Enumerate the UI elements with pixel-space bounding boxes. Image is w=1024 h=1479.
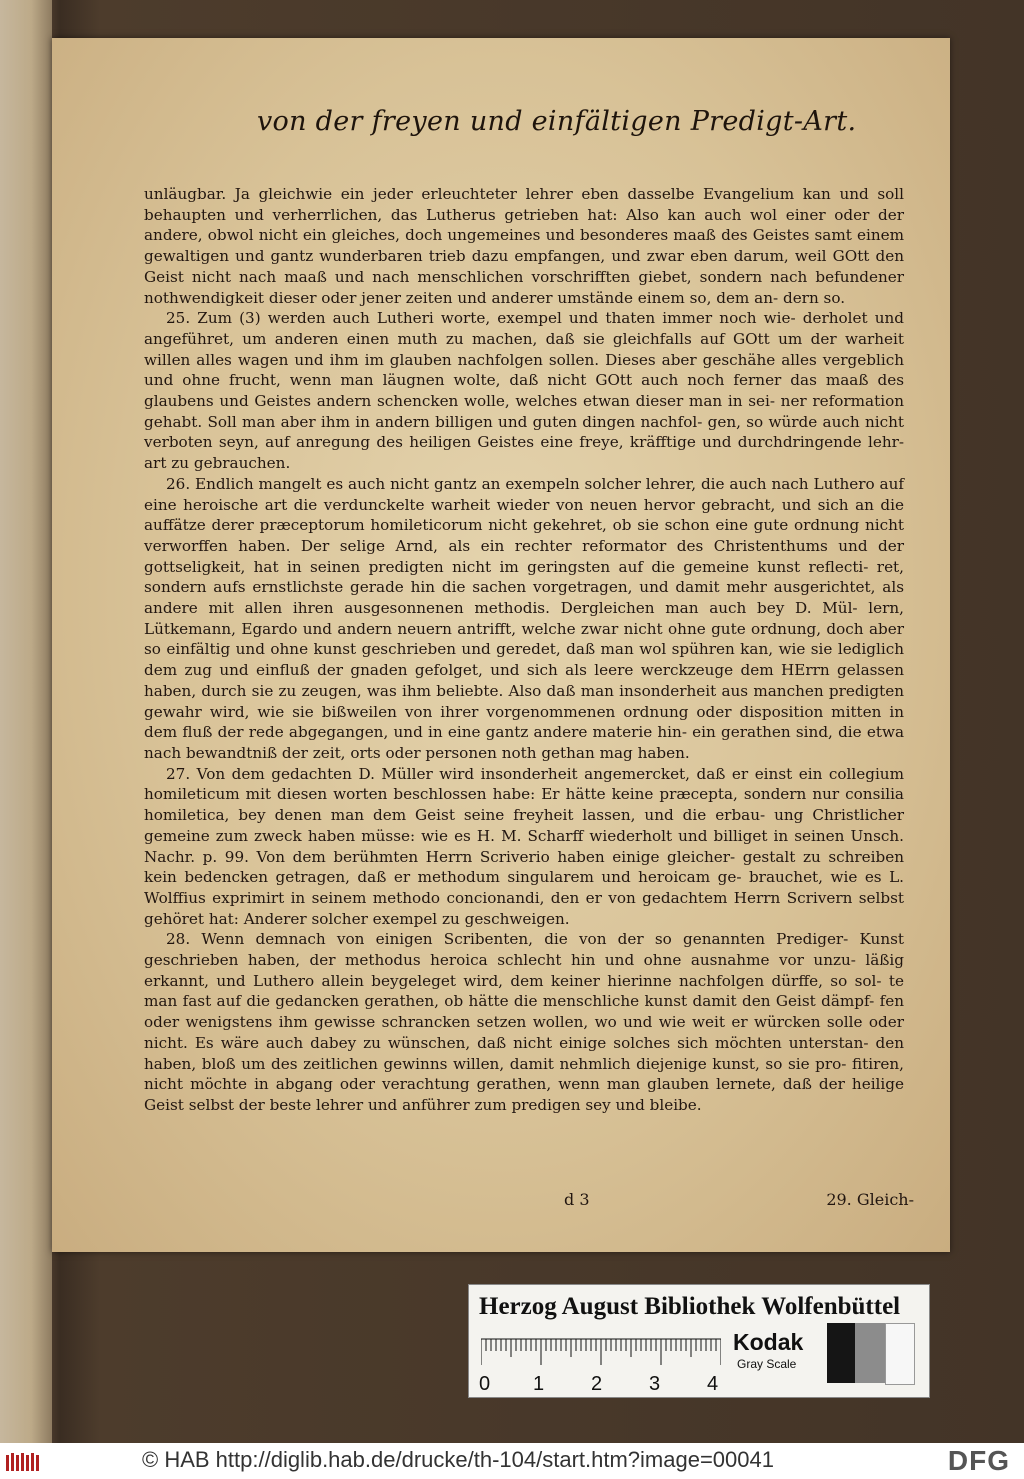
signature-mark: d 3 <box>564 1190 590 1209</box>
scale-number-2: 2 <box>591 1373 603 1395</box>
scale-number-0: 0 <box>479 1373 491 1395</box>
library-color-target <box>468 1284 930 1398</box>
page-foot <box>144 1190 914 1212</box>
scale-number-4: 4 <box>707 1373 719 1395</box>
paragraph-27: 27. Von dem gedachten D. Müller wird insonderheit angemercket, daß er einst ein collegium homileticum mit diesen worten beschlossen habe: Er hätte keine præcepta, sondern nur consilia homiletica, bey denen man dem Geist seine freyheit lassen, und die erbau- ung Christlicher gemeine zum zweck haben müsse: wie es H. M. Scharff wiederholt und billiget in seinen Unsch. Nachr. p. 99. Von dem berühmten Herrn Scriverio haben einige gleicher- gestalt zu schreiben kein bedencken getragen, daß er methodum singularem und heroicam ge- brauchet, wie es L. Wolffius exprimirt in seinem methodo concionandi, den er von gedachtem Herrn Scrivern selbst gehöret hat: Anderer solcher exempel zu geschweigen. <box>144 764 904 928</box>
scale-ruler <box>479 1331 721 1395</box>
paragraph-28: 28. Wenn demnach von einigen Scribenten, die von der so genannten Prediger- Kunst geschrieben haben, der methodus heroica schlecht hin und ohne ausnahme vor unzu- läßig erkannt, und Luthero allein beygeleget wird, dem keiner hierinne nachfolgen dürffe, so sol- te man fast auf die gedancken gerathen, ob hätte die menschliche kunst damit den Geist dämpf- fen oder wenigstens ihm gewisse schrancken setzen wollen, wo und wie weit er würcken solle oder nicht. Es wäre auch dabey zu wünschen, daß nicht einige solches sich möchten unterstan- den haben, bloß um des zeitlichen gewinns willen, damit nehmlich diejenige kunst, so sie pro- fitiren, nicht möchte in abgang oder verachtung gerathen, wenn man glauben lernete, daß der heilige Geist selbst der beste lehrer und anführer zum predigen sey und bleibe. <box>144 930 904 1114</box>
swatch-black <box>827 1323 855 1383</box>
footer-bar <box>0 1443 1024 1479</box>
paragraph-26: 26. Endlich mangelt es auch nicht gantz an exempeln solcher lehrer, die auch nach Luthero auf eine heroische art die verdunckelte warheit wieder von neuen hervor gebracht, und sich an die auffätze derer præceptorum homileticorum nicht gekehret, ob sie schon eine gute ordnung nicht verworffen haben. Der selige Arnd, als ein rechter reformator des Christenthums und der gottseligkeit, hat in seinen predigten nicht im geringsten auf die gemeine kunst reflecti- ret, sondern aufs ernstlichste gerade hin die sachen vorgetragen, und damit mehr ausgerichtet, als andere mit allen ihren ausgesonnenen methodis. Dergleichen man auch bey D. Mül- lern, Lütkemann, Egardo und andern neuern antrifft, welche zwar nicht ohne gute ordnung, doch aber so einfältig und ohne kunst geschrieben und geredet, daß man wol spühren kan, wie sie lediglich dem zug und einfluß der gnaden gefolget, und sich als leere werckzeuge dem HErrn gelassen haben, durch sie zu zeugen, was ihm beliebte. Also daß man insonderheit aus manchen predigten gewahr wird, wie sie bißweilen von ihrer vorgenommenen ordnung oder disposition mitten in dem fluß der rede abgegangen, und in eine gantz andere materie hin- ein gerathen sind, die etwa nach bewandtniß der zeit, orts oder personen noth gethan mag haben. <box>144 474 904 762</box>
gray-scale-label: Gray Scale <box>737 1357 797 1371</box>
kodak-logo: Kodak <box>733 1329 804 1355</box>
page-body <box>144 184 904 1116</box>
swatch-white <box>885 1323 915 1385</box>
scale-number-1: 1 <box>533 1373 545 1395</box>
swatch-gray <box>855 1323 885 1383</box>
running-header: von der freyen und einfältigen Predigt-Art. <box>257 106 857 137</box>
copyright-url: © HAB http://diglib.hab.de/drucke/th-104/start.htm?image=00041 <box>142 1447 774 1472</box>
library-name: Herzog August Bibliothek Wolfenbüttel <box>479 1293 901 1320</box>
book-page <box>52 38 950 1252</box>
scale-number-3: 3 <box>649 1373 661 1395</box>
ruler-ticks <box>481 1331 721 1371</box>
catchword: 29. Gleich- <box>826 1190 914 1209</box>
dfg-logo: DFG <box>947 1445 1010 1476</box>
opening-lines: unläugbar. Ja gleichwie ein jeder erleuchteter lehrer eben dasselbe Evangelium kan und soll behaupten und verherrlichen, das Lutherus getrieben hat: Also kan auch wol einer oder der andere, obwol nicht ein gleiches, doch ungemeines und besonderes maaß des Geistes samt einem gewaltigen und gantz wunderbaren trieb dazu empfangen, und zwar eben darum, weil GOtt den Geist nicht nach maaß und nach menschlichen vorschrifften giebet, sondern nach befundener nothwendigkeit dieser oder jener zeiten und anderer umstände einem so, dem an- dern so. <box>144 185 905 307</box>
paragraph-25: 25. Zum (3) werden auch Lutheri worte, exempel und thaten immer noch wie- derholet und angeführet, um anderen einen muth zu machen, daß sie gleichfalls auf GOtt um der warheit willen alles wagen und ihm im glauben nachfolgen sollen. Dieses aber geschähe alles vergeblich und ohne frucht, wenn man läugnen wolte, daß nicht GOtt auch noch ferner das maaß des glaubens und Geistes andern schencken wolle, welches etwan dieser man in sei- ner reformation gehabt. Soll man aber ihm in andern billigen und guten dingen nachfol- gen, so würde auch nicht verboten seyn, auf anregung des heiligen Geistes eine freye, kräfftige und durchdringende lehr-art zu gebrauchen. <box>144 309 904 473</box>
hab-logo-icon <box>6 1451 42 1473</box>
scale-numbers <box>481 1373 721 1397</box>
adjacent-page-edge <box>0 0 52 1443</box>
